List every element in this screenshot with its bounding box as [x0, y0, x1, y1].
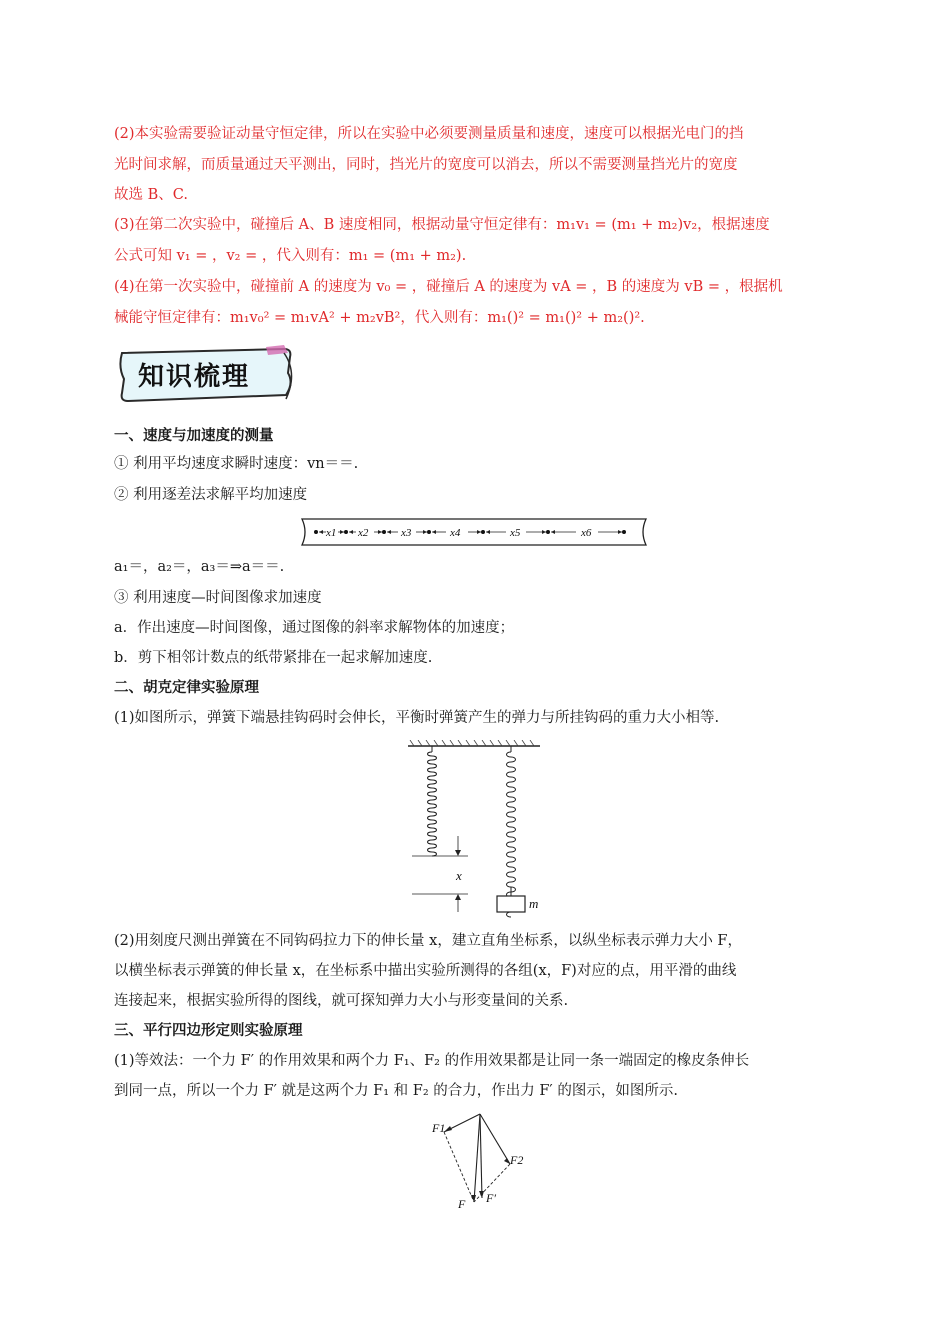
paper-tape-diagram	[298, 516, 650, 548]
section2-p1: (1)如图所示，弹簧下端悬挂钩码时会伸长，平衡时弹簧产生的弹力与所挂钩码的重力大小相等.	[114, 710, 720, 726]
force-label-f: F	[458, 1197, 466, 1211]
tape-label-x1: x1	[326, 527, 337, 539]
section1-item2: ② 利用逐差法求解平均加速度	[114, 487, 308, 503]
banner-title: 知识梳理	[138, 362, 251, 392]
answer-line-7: 械能守恒定律有：m₁v₀² = m₁vA² + m₂vB²，代入则有：m₁()² = m₁()² + m₂()².	[114, 310, 645, 326]
tape-label-x2: x2	[358, 527, 369, 539]
force-label-fprime: F′	[486, 1191, 496, 1205]
spring-label-x: x	[456, 868, 462, 883]
section1-formula: a₁＝，a₂＝，a₃＝⇒a＝＝.	[114, 559, 285, 575]
force-label-f2: F2	[510, 1153, 524, 1167]
tape-label-x4: x4	[450, 527, 461, 539]
section3-p1a: (1)等效法：一个力 F′ 的作用效果和两个力 F₁、F₂ 的作用效果都是让同一条一端固定的橡皮条伸长	[114, 1053, 750, 1069]
section1-heading: 一、速度与加速度的测量	[114, 428, 274, 444]
tape-label-x6: x6	[581, 527, 592, 539]
hooke-spring-diagram	[400, 740, 550, 918]
tape-label-x3: x3	[401, 527, 412, 539]
answer-line-5: 公式可知 v₁ = ，v₂ = ，代入则有：m₁ = (m₁ + m₂).	[114, 248, 467, 264]
section2-p2c: 连接起来，根据实验所得的图线，就可探知弹力大小与形变量间的关系.	[114, 993, 569, 1009]
answer-line-1: (2)本实验需要验证动量守恒定律，所以在实验中必须要测量质量和速度，速度可以根据光电门的挡	[114, 126, 744, 142]
section2-heading: 二、胡克定律实验原理	[114, 680, 259, 696]
answer-line-4: (3)在第二次实验中，碰撞后 A、B 速度相同，根据动量守恒定律有：m₁v₁ = (m₁ + m₂)v₂，根据速度	[114, 217, 770, 233]
spring-label-m: m	[529, 896, 539, 911]
section3-heading: 三、平行四边形定则实验原理	[114, 1023, 303, 1039]
force-label-f1: F1	[432, 1121, 446, 1135]
section1-a: a．作出速度—时间图像，通过图像的斜率求解物体的加速度；	[114, 620, 515, 636]
section3-p1b: 到同一点，所以一个力 F′ 就是这两个力 F₁ 和 F₂ 的合力，作出力 F′ 的图示，如图所示.	[114, 1083, 678, 1099]
section1-item3: ③ 利用速度—时间图像求加速度	[114, 590, 322, 606]
answer-line-3: 故选 B、C.	[114, 187, 188, 203]
section1-item1: ① 利用平均速度求瞬时速度：vn＝＝.	[114, 456, 359, 472]
answer-line-2: 光时间求解，而质量通过天平测出，同时，挡光片的宽度可以消去，所以不需要测量挡光片的宽度	[114, 157, 738, 173]
answer-line-6: (4)在第一次实验中，碰撞前 A 的速度为 v₀ = ，碰撞后 A 的速度为 vA = ，B 的速度为 vB = ，根据机	[114, 279, 783, 295]
section2-p2b: 以横坐标表示弹簧的伸长量 x，在坐标系中描出实验所测得的各组(x，F)对应的点，用平滑的曲线	[114, 963, 737, 979]
section1-b: b．剪下相邻计数点的纸带紧排在一起求解加速度.	[114, 650, 433, 666]
tape-label-x5: x5	[510, 527, 521, 539]
section2-p2a: (2)用刻度尺测出弹簧在不同钩码拉力下的伸长量 x，建立直角坐标系，以纵坐标表示弹力大小 F，	[114, 933, 742, 949]
parallelogram-force-diagram	[428, 1108, 532, 1214]
